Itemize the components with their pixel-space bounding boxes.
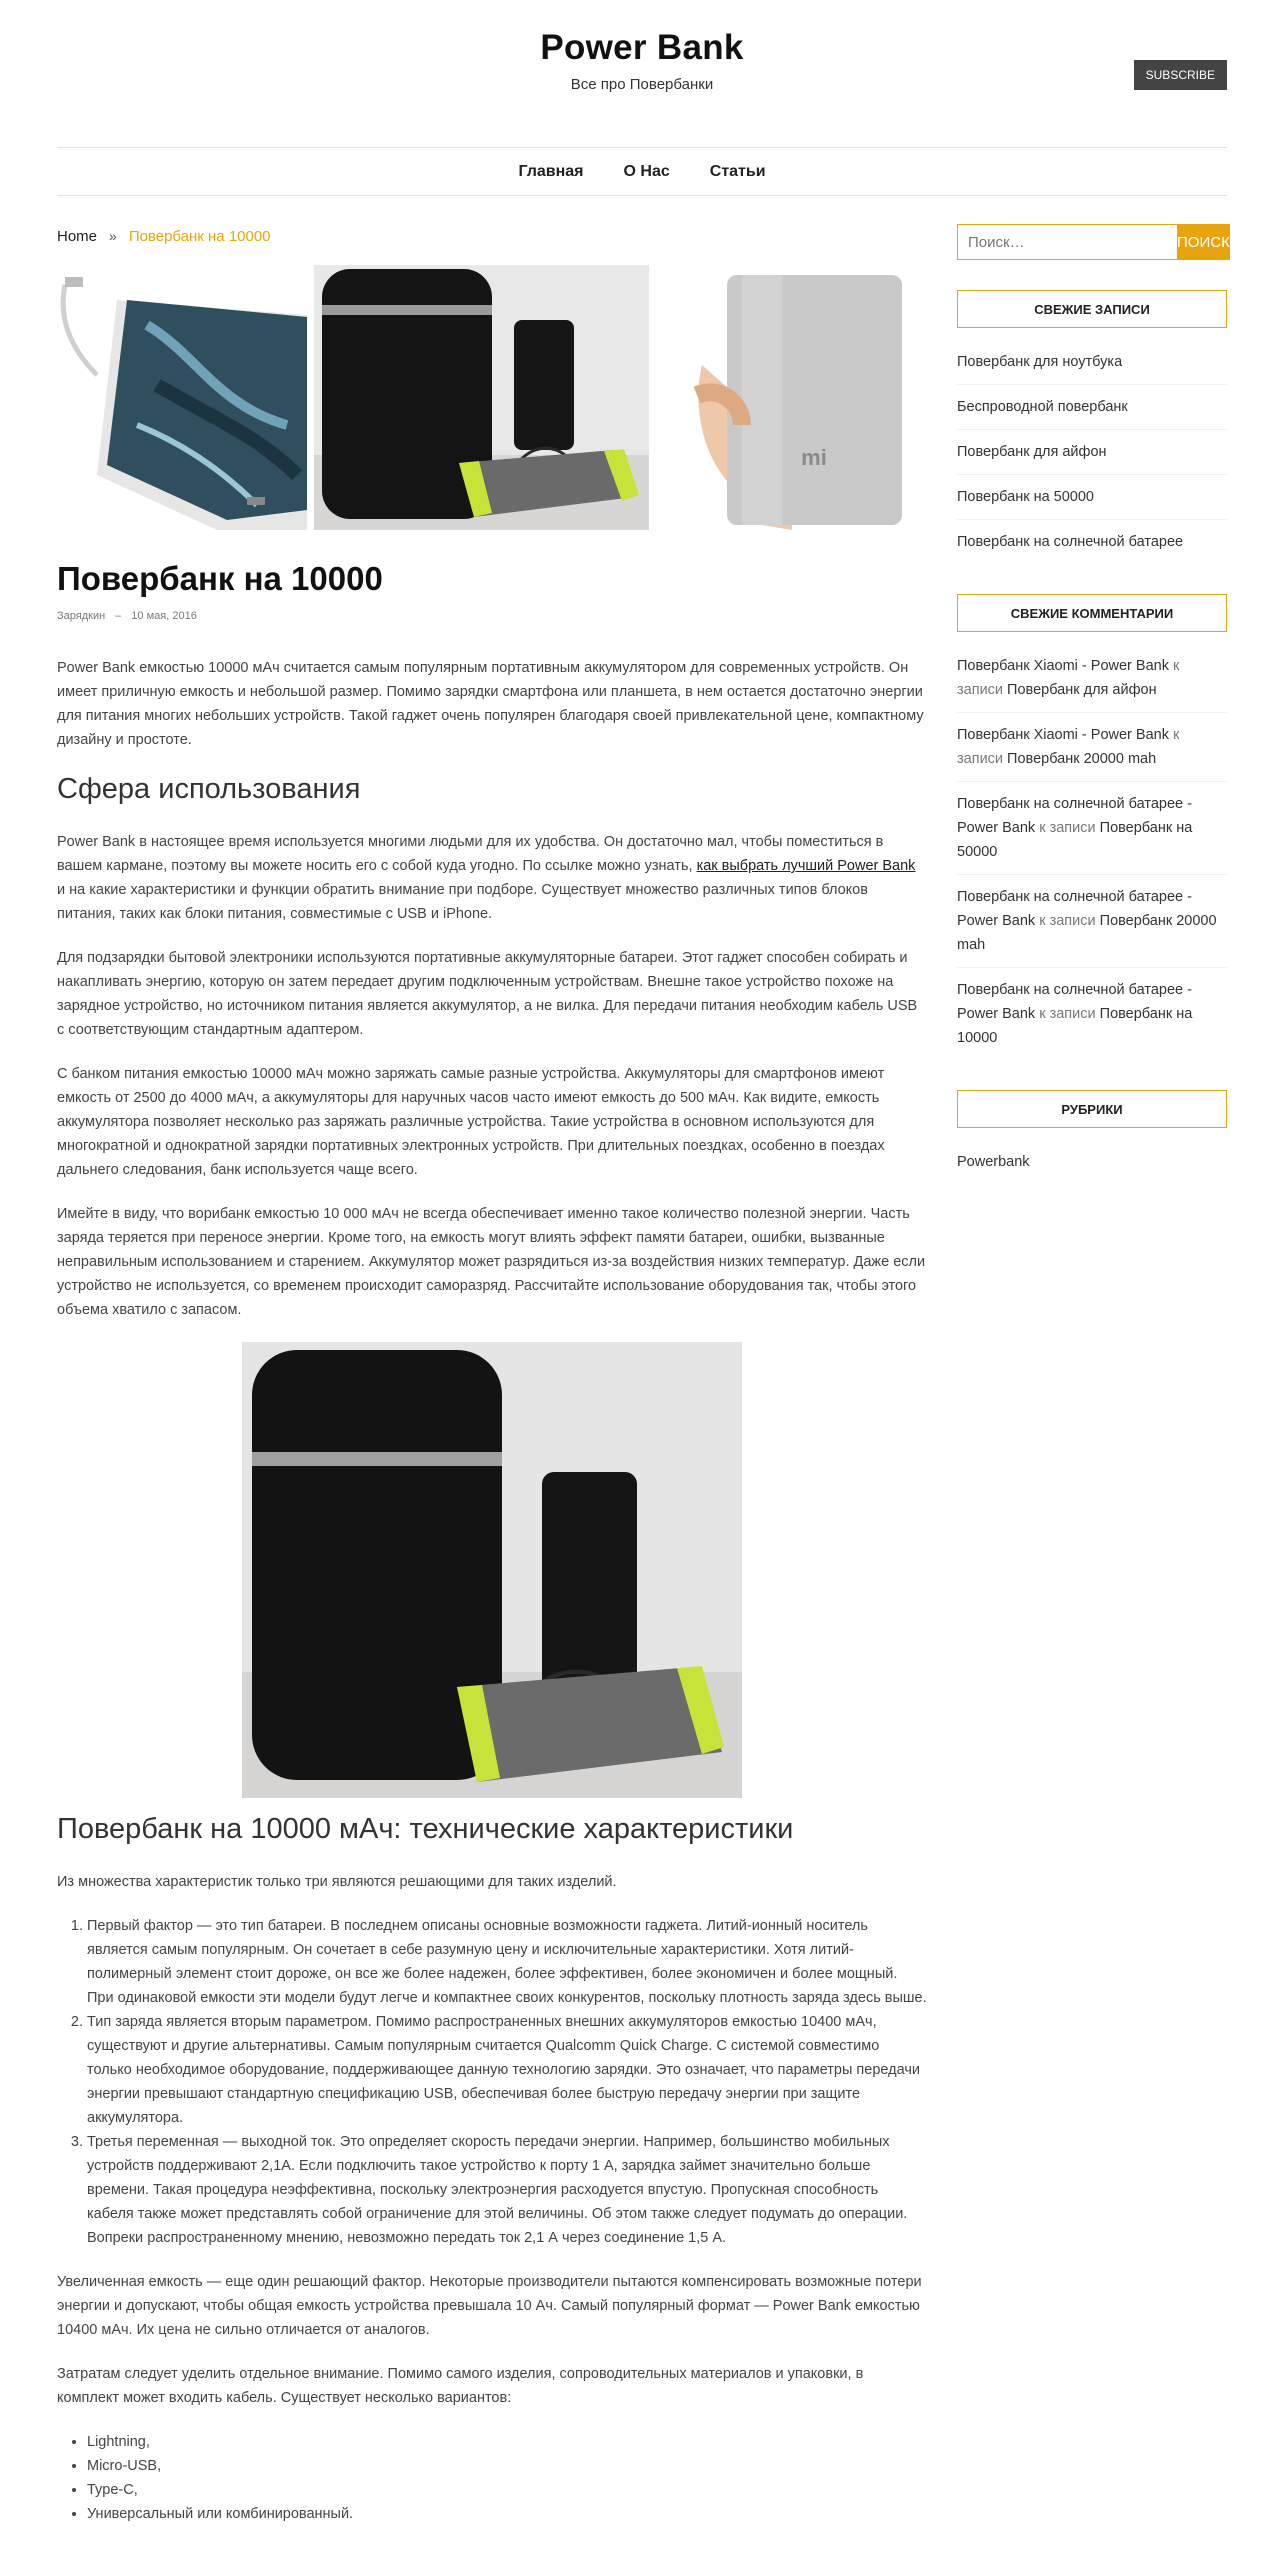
- paragraph: Из множества характеристик только три являются решающими для таких изделий.: [57, 1874, 617, 1890]
- breadcrumb: [57, 220, 927, 252]
- nav-item-about[interactable]: О Нас: [623, 162, 670, 180]
- post-date[interactable]: 10 мая, 2016: [131, 610, 197, 622]
- comment-post-link[interactable]: Повербанк на 50000: [957, 820, 1193, 860]
- search-input[interactable]: [957, 224, 1177, 260]
- comment-author-link[interactable]: Повербанк Xiaomi - Power Bank: [957, 727, 1169, 743]
- main-navigation: [57, 147, 1227, 196]
- widget-title-categories: РУБРИКИ: [957, 1090, 1227, 1128]
- recent-comments-list: [957, 644, 1227, 1060]
- comment-connector: к записи: [1039, 1006, 1096, 1022]
- cable-types-list: [87, 2430, 927, 2526]
- site-title[interactable]: Power Bank: [540, 28, 744, 67]
- list-item: 1. Первый фактор — это тип батареи. В последнем описаны основные возможности гаджета. Литий-ионный носитель является самым популярным. Он сочетает в себе разумную цену и исключительные характеристики. Хотя литий-полимерный элемент стоит дороже, он все же более надежен, более эффективен, более экономичен и более мощный. При одинаковой емкости эти модели будут легче и компактнее своих конкурентов, поскольку плотность заряда здесь выше.: [87, 1914, 927, 2010]
- widget-title-recent-posts: СВЕЖИЕ ЗАПИСИ: [957, 290, 1227, 328]
- paragraph-text: и на какие характеристики и функции обратить внимание при подборе. Существует множество различных типов блоков питания, таких как блоки питания, совместимые с USB и iPhone.: [57, 882, 868, 922]
- recent-comment: [957, 875, 1227, 968]
- comment-post-link[interactable]: Повербанк для айфон: [1007, 682, 1157, 698]
- breadcrumb-current: Повербанк на 10000: [128, 227, 271, 245]
- gallery-image-silver-powerbank[interactable]: [682, 265, 927, 530]
- paragraph: Для подзарядки бытовой электроники используются портативные аккумуляторные батареи. Этот гаджет способен собирать и накапливать энергию, которую он затем передает другим подключенным устройствам. Внешне такое устройство похоже на зарядное устройство, но источником питания является аккумулятор, а не вилка. Для передачи питания необходим кабель USB с соответствующим стандартным адаптером.: [57, 950, 918, 1038]
- comment-author-link[interactable]: Повербанк Xiaomi - Power Bank: [957, 658, 1169, 674]
- paragraph: С банком питания емкостью 10000 мАч можно заряжать самые разные устройства. Аккумуляторы для смартфонов имеют емкость от 2500 до 4000 мАч, а аккумуляторы для наручных часов часто имеют емкость до 500 мАч. Как видите, емкость аккумулятора позволяет несколько раз заряжать различные устройства. Такие устройства в основном используются для многократной и однократной зарядки портативных электронных устройств. При длительных поездках, особенно в поездах дальнего следования, банк используется чаще всего.: [57, 1066, 885, 1178]
- paragraph: Power Bank емкостью 10000 мАч считается самым популярным портативным аккумулятором для современных устройств. Он имеет приличную емкость и небольшой размер. Помимо зарядки смартфона или планшета, в нем остается достаточно энергии для питания многих небольших устройств. Такой гаджет очень популярен благодаря своей привлекательной цене, компактному дизайну и простоте.: [57, 660, 924, 748]
- comment-connector: к записи: [1039, 820, 1096, 836]
- comment-author-link[interactable]: Повербанк на солнечной батарее - Power Bank: [957, 796, 1192, 836]
- recent-comment: [957, 713, 1227, 782]
- article-image-black-powerbank[interactable]: [242, 1342, 742, 1798]
- section-heading: Сфера использования: [57, 773, 361, 805]
- comment-connector: к записи: [1039, 913, 1096, 929]
- paragraph: Затратам следует уделить отдельное внимание. Помимо самого изделия, сопроводительных материалов и упаковки, в комплект может входить кабель. Существует несколько вариантов:: [57, 2366, 864, 2406]
- recent-comment: [957, 968, 1227, 1060]
- paragraph: Увеличенная емкость — еще один решающий фактор. Некоторые производители пытаются компенсировать возможные потери энергии и допускают, чтобы общая емкость устройства превышала 10 Ач. Самый популярный формат — Power Bank емкостью 10400 мАч. Их цена не сильно отличается от аналогов.: [57, 2274, 922, 2338]
- nav-item-home[interactable]: Главная: [518, 162, 584, 180]
- recent-post-link[interactable]: Повербанк на 50000: [957, 475, 1227, 520]
- list-item: • Универсальный или комбинированный.: [87, 2502, 927, 2526]
- choose-powerbank-link[interactable]: как выбрать лучший Power Bank: [696, 858, 916, 874]
- recent-post-link[interactable]: Повербанк на солнечной батарее: [957, 534, 1184, 550]
- recent-comment: [957, 644, 1227, 713]
- list-item: 3. Третья переменная — выходной ток. Это определяет скорость передачи энергии. Например, большинство мобильных устройств поддерживают 2,1А. Если подключить такое устройство к порту 1 А, зарядка займет значительно больше времени. Такая процедура неэффективна, поскольку электроэнергия расходуется впустую. Пропускная способность кабеля также может представлять собой ограничение для этой величины. Об этом также следует подумать до операции. Вопреки распространенному мнению, невозможно передать ток 2,1 А через соединение 1,5 А.: [87, 2130, 927, 2250]
- list-item: 2. Тип заряда является вторым параметром. Помимо распространенных внешних аккумуляторов емкостью 10400 мАч, существуют и другие альтернативы. Самым популярным считается Qualcomm Quick Charge. С системой совместимо только необходимое оборудование, поддерживающее данную технологию зарядки. Это означает, что параметры передачи энергии превышают стандартную спецификацию USB, обеспечивая более быструю передачу энергии при защите аккумулятора.: [87, 2010, 927, 2130]
- post-meta: [57, 610, 197, 622]
- recent-posts-list: [957, 340, 1227, 564]
- comment-post-link[interactable]: Повербанк на 10000: [957, 1006, 1193, 1046]
- post-author[interactable]: Зарядкин: [57, 610, 106, 622]
- widget-title-recent-comments: СВЕЖИЕ КОММЕНТАРИИ: [957, 594, 1227, 632]
- list-item: • Type-C,: [87, 2478, 927, 2502]
- paragraph-text: Power Bank в настоящее время используется многими людьми для их удобства. Он достаточно мал, чтобы поместиться в вашем кармане, поэтому вы можете носить его с собой куда угодно. По ссылке можно узнать,: [57, 834, 884, 874]
- nav-item-articles[interactable]: Статьи: [709, 162, 766, 180]
- search-form: [957, 224, 1230, 260]
- paragraph: [57, 830, 927, 926]
- featured-image-gallery: [57, 265, 927, 530]
- comment-connector: к записи: [957, 658, 1180, 698]
- section-heading: Повербанк на 10000 мАч: технические характеристики: [57, 1813, 794, 1845]
- comment-connector: к записи: [957, 727, 1180, 767]
- post-title: Повербанк на 10000: [57, 560, 383, 597]
- comment-author-link[interactable]: Повербанк на солнечной батарее - Power Bank: [957, 889, 1192, 929]
- category-link[interactable]: Powerbank: [957, 1154, 1030, 1170]
- list-item: • Lightning,: [87, 2430, 927, 2454]
- post-content: [57, 656, 927, 2546]
- comment-author-link[interactable]: Повербанк на солнечной батарее - Power Bank: [957, 982, 1192, 1022]
- sidebar: [957, 224, 1230, 1184]
- recent-post-link[interactable]: Повербанк для айфон: [957, 430, 1227, 475]
- mi-logo-icon: mi: [801, 445, 827, 470]
- comment-post-link[interactable]: Повербанк 20000 mah: [1007, 751, 1157, 767]
- gallery-image-black-powerbank[interactable]: [314, 265, 649, 530]
- comment-post-link[interactable]: Повербанк 20000 mah: [957, 913, 1217, 953]
- search-button[interactable]: ПОИСК: [1177, 224, 1230, 260]
- site-description: Все про Повербанки: [570, 76, 714, 93]
- main-content: [57, 220, 927, 2522]
- list-item: • Micro-USB,: [87, 2454, 927, 2478]
- meta-separator: –: [115, 610, 122, 622]
- double-chevron-right-icon: »: [109, 228, 117, 244]
- recent-post-link[interactable]: Беспроводной повербанк: [957, 385, 1227, 430]
- paragraph: Имейте в виду, что ворибанк емкостью 10 000 мАч не всегда обеспечивает именно такое количество полезной энергии. Часть заряда теряется при переносе энергии. Кроме того, на емкость могут влиять эффект памяти батареи, ошибки, вызванные неправильным использованием и старением. Аккумулятор может разрядиться из-за воздействия низких температур. Даже если устройство не используется, со временем происходит саморазряд. Рассчитайте использование оборудования так, чтобы этого объема хватило с запасом.: [57, 1206, 926, 1318]
- categories-list: [957, 1140, 1227, 1184]
- characteristics-list: [87, 1914, 927, 2250]
- gallery-image-marble-powerbank[interactable]: [57, 265, 307, 530]
- recent-post-link[interactable]: Повербанк для ноутбука: [957, 340, 1227, 385]
- recent-comment: [957, 782, 1227, 875]
- breadcrumb-home-link[interactable]: Home: [57, 227, 98, 245]
- subscribe-button[interactable]: SUBSCRIBE: [1134, 60, 1227, 90]
